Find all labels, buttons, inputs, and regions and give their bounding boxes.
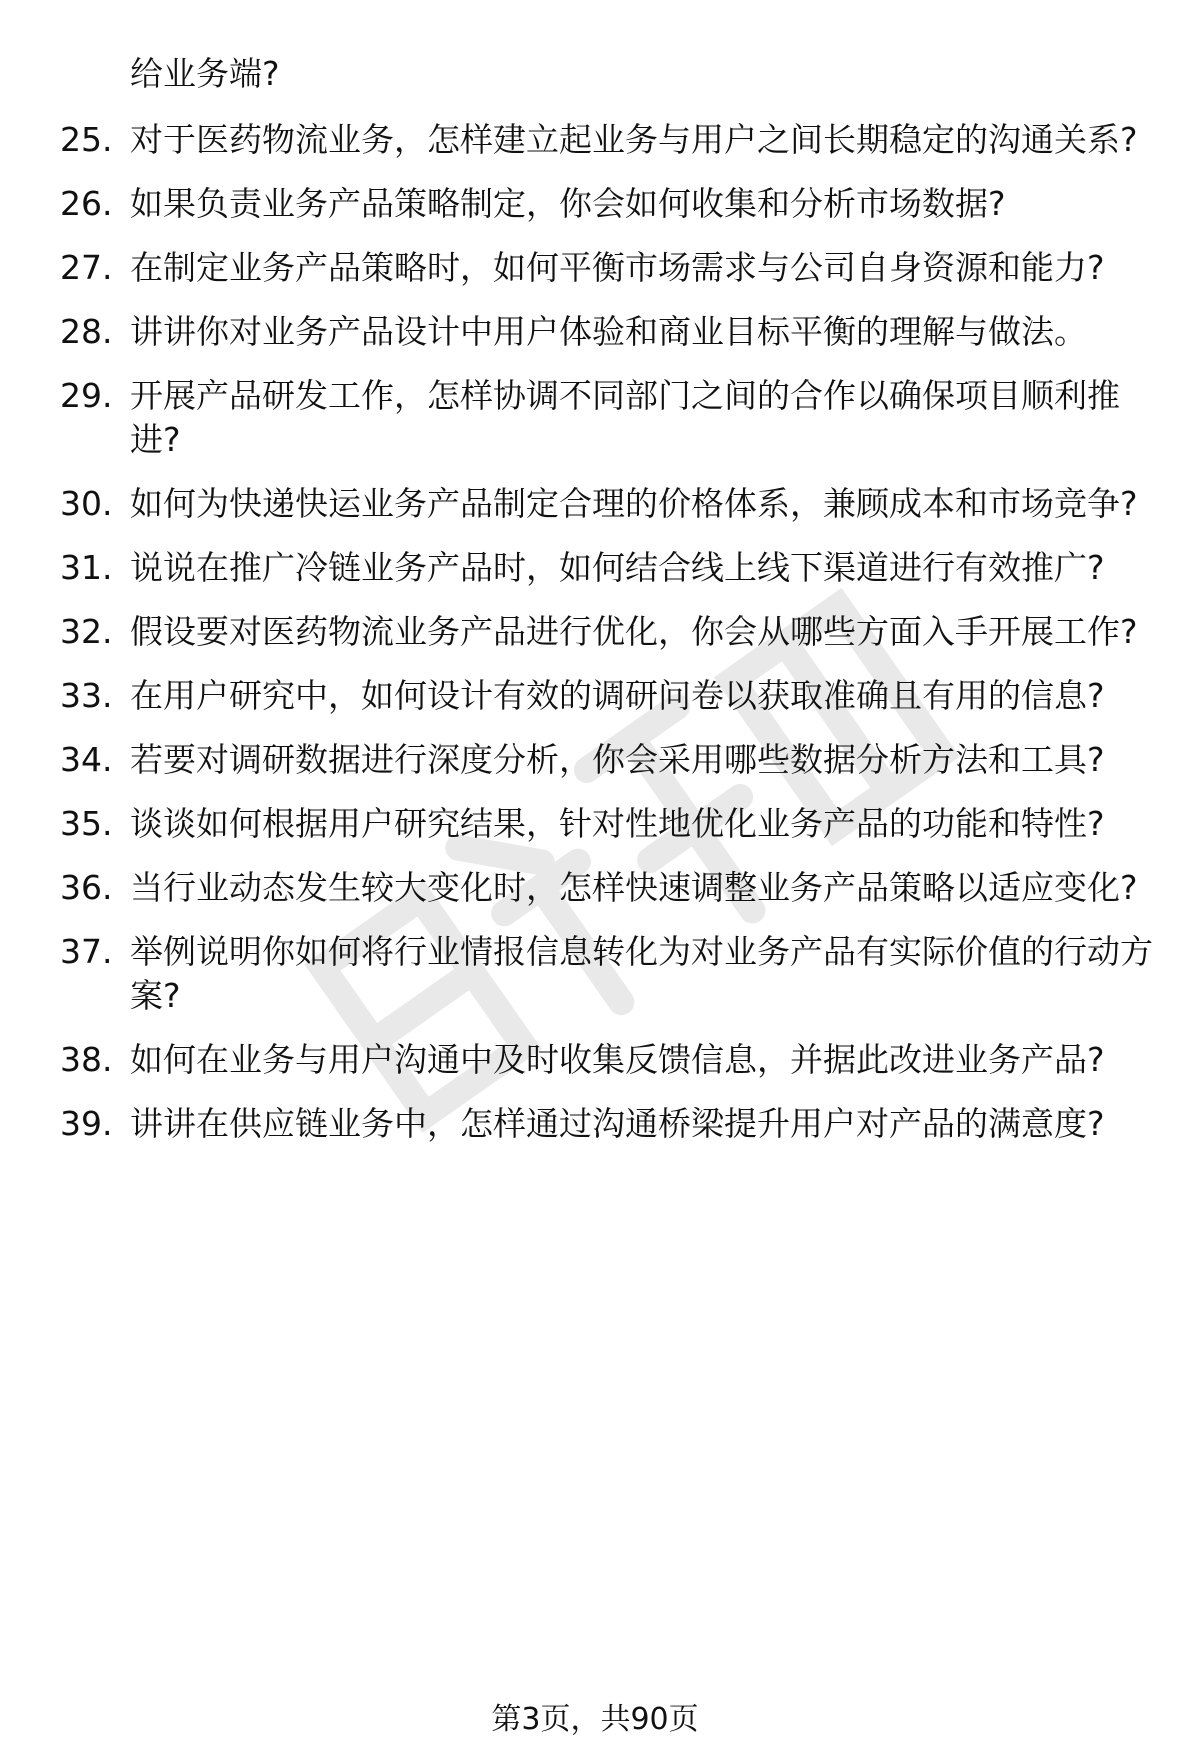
list-item: [0, 546, 1160, 590]
question-number: 26.: [60, 184, 113, 223]
question-number: 29.: [60, 376, 113, 415]
question-number: 34.: [60, 740, 113, 779]
list-item: [0, 1102, 1160, 1146]
question-list: [0, 118, 1190, 1166]
question-text: 如果负责业务产品策略制定，你会如何收集和分析市场数据?: [130, 184, 1006, 223]
question-number: 25.: [60, 120, 113, 159]
question-text: 讲讲你对业务产品设计中用户体验和商业目标平衡的理解与做法。: [130, 312, 1087, 351]
question-text: 举例说明你如何将行业情报信息转化为对业务产品有实际价值的行动方案?: [130, 932, 1153, 1015]
question-text: 假设要对医药物流业务产品进行优化，你会从哪些方面入手开展工作?: [130, 612, 1138, 651]
question-text: 如何在业务与用户沟通中及时收集反馈信息，并据此改进业务产品?: [130, 1040, 1105, 1079]
list-item: [0, 118, 1160, 162]
question-text: 若要对调研数据进行深度分析，你会采用哪些数据分析方法和工具?: [130, 740, 1105, 779]
list-item: [0, 482, 1160, 526]
question-number: 35.: [60, 804, 113, 843]
list-item: [0, 310, 1160, 354]
question-number: 33.: [60, 676, 113, 715]
list-item: [0, 930, 1160, 1018]
question-text: 如何为快递快运业务产品制定合理的价格体系，兼顾成本和市场竞争?: [130, 484, 1138, 523]
list-item: [0, 866, 1160, 910]
page-number-footer: 第3页，共90页: [491, 1702, 699, 1737]
list-item: [0, 182, 1160, 226]
question-number: 27.: [60, 248, 113, 287]
question-number: 36.: [60, 868, 113, 907]
question-text: 在制定业务产品策略时，如何平衡市场需求与公司自身资源和能力?: [130, 248, 1105, 287]
question-number: 28.: [60, 312, 113, 351]
question-text: 讲讲在供应链业务中，怎样通过沟通桥梁提升用户对产品的满意度?: [130, 1104, 1105, 1143]
list-item: [0, 1038, 1160, 1082]
question-number: 32.: [60, 612, 113, 651]
question-number: 31.: [60, 548, 113, 587]
question-text: 说说在推广冷链业务产品时，如何结合线上线下渠道进行有效推广?: [130, 548, 1105, 587]
question-text: 当行业动态发生较大变化时，怎样快速调整业务产品策略以适应变化?: [130, 868, 1138, 907]
question-text: 开展产品研发工作，怎样协调不同部门之间的合作以确保项目顺利推进?: [130, 376, 1120, 459]
list-item: [0, 246, 1160, 290]
list-item: [0, 802, 1160, 846]
list-item: [0, 610, 1160, 654]
list-item: [0, 738, 1160, 782]
question-text: 在用户研究中，如何设计有效的调研问卷以获取准确且有用的信息?: [130, 676, 1105, 715]
continued-question-text: 给业务端?: [130, 54, 280, 93]
list-item: [0, 374, 1160, 462]
list-item: [0, 674, 1160, 718]
question-text: 谈谈如何根据用户研究结果，针对性地优化业务产品的功能和特性?: [130, 804, 1105, 843]
question-number: 38.: [60, 1040, 113, 1079]
question-number: 37.: [60, 932, 113, 971]
question-number: 30.: [60, 484, 113, 523]
question-number: 39.: [60, 1104, 113, 1143]
question-text: 对于医药物流业务，怎样建立起业务与用户之间长期稳定的沟通关系?: [130, 120, 1138, 159]
